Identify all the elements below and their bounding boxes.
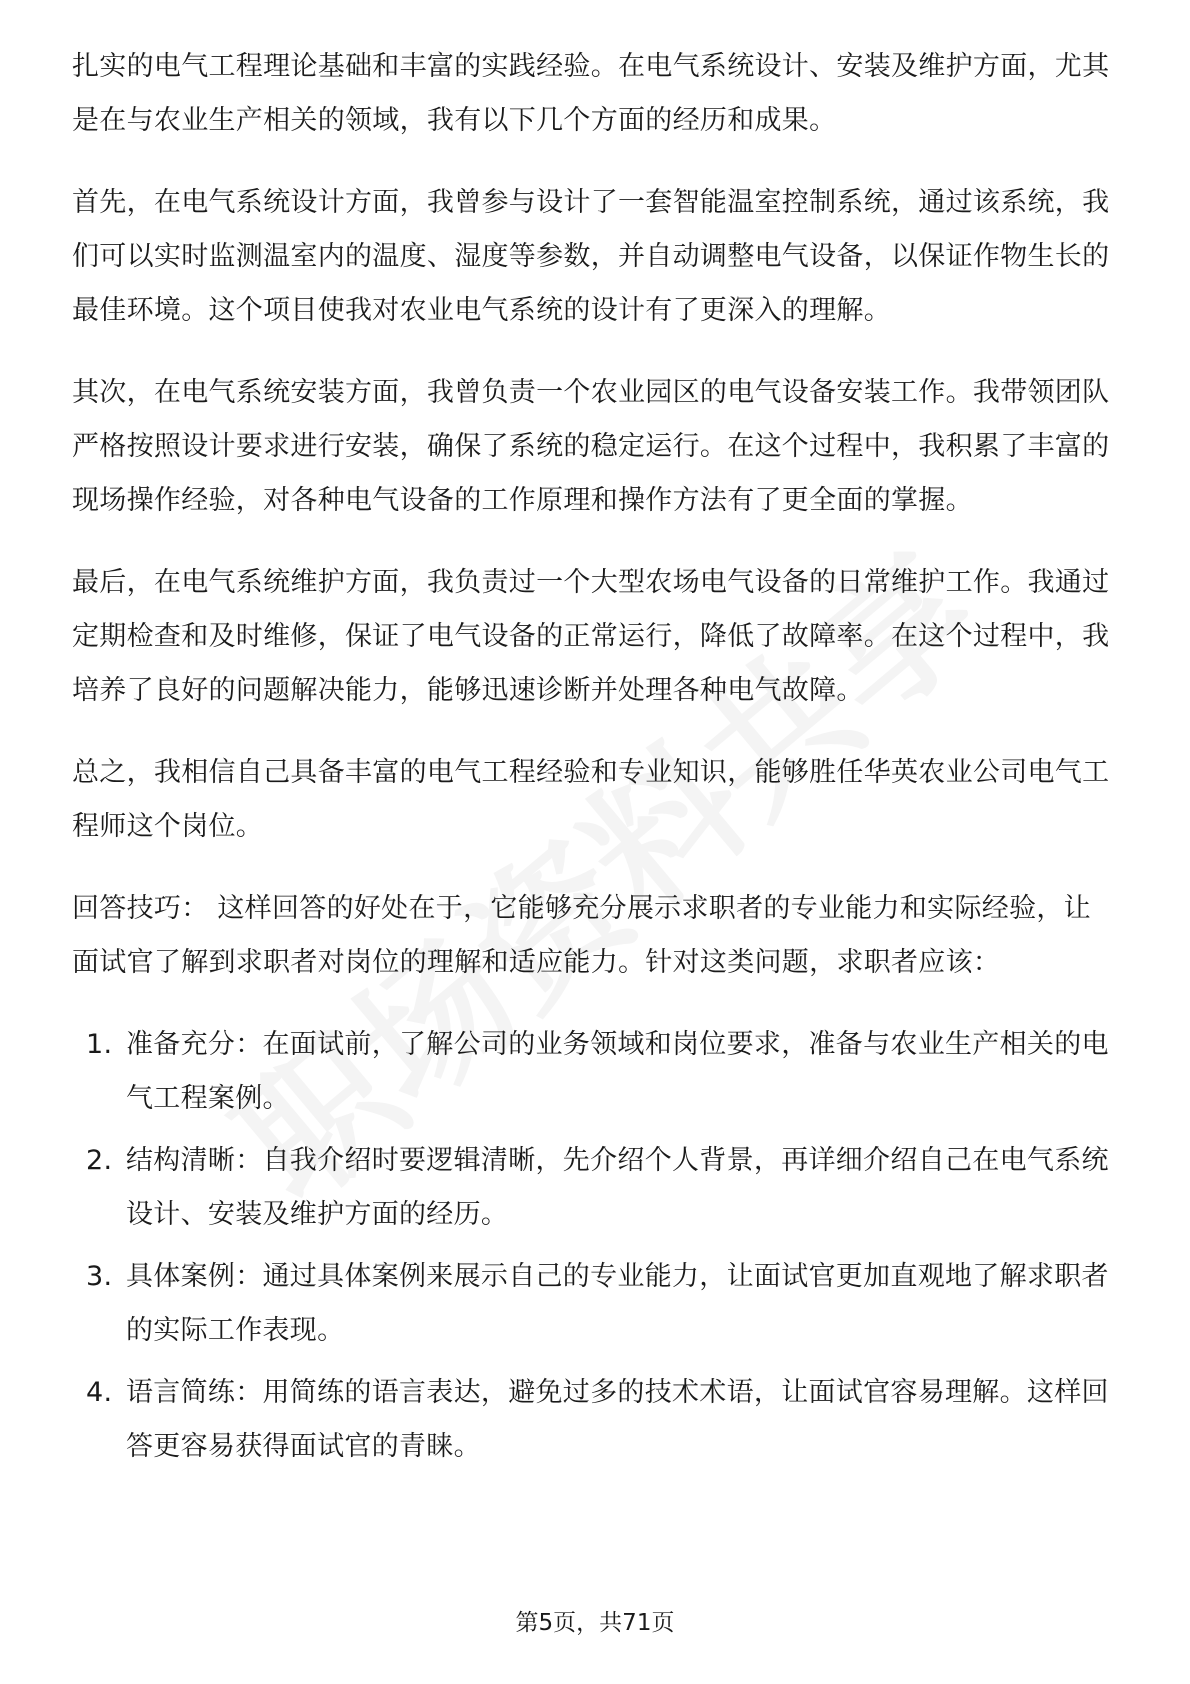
list-item bbox=[72, 1366, 1118, 1474]
list-number: 4. bbox=[86, 1377, 113, 1408]
list-number: 3. bbox=[86, 1261, 113, 1292]
list-number: 1. bbox=[86, 1029, 113, 1060]
paragraph-maintenance: 最后，在电气系统维护方面，我负责过一个大型农场电气设备的日常维护工作。我通过定期检查和及时维修，保证了电气设备的正常运行，降低了故障率。在这个过程中，我培养了良好的问题解决能力，能够迅速诊断并处理各种电气故障。 bbox=[72, 567, 1110, 706]
document-body bbox=[72, 40, 1118, 1482]
list-item-text: 具体案例：通过具体案例来展示自己的专业能力，让面试官更加直观地了解求职者的实际工作表现。 bbox=[126, 1261, 1109, 1346]
paragraph-installation: 其次，在电气系统安装方面，我曾负责一个农业园区的电气设备安装工作。我带领团队严格按照设计要求进行安装，确保了系统的稳定运行。在这个过程中，我积累了丰富的现场操作经验，对各种电气设备的工作原理和操作方法有了更全面的掌握。 bbox=[72, 377, 1110, 516]
paragraph-answer-tips: 回答技巧： 这样回答的好处在于，它能够充分展示求职者的专业能力和实际经验，让面试官了解到求职者对岗位的理解和适应能力。针对这类问题，求职者应该： bbox=[72, 893, 1091, 978]
tips-list bbox=[72, 1018, 1118, 1474]
paragraph-intro: 扎实的电气工程理论基础和丰富的实践经验。在电气系统设计、安装及维护方面，尤其是在与农业生产相关的领域，我有以下几个方面的经历和成果。 bbox=[72, 51, 1110, 136]
list-item-text: 结构清晰：自我介绍时要逻辑清晰，先介绍个人背景，再详细介绍自己在电气系统设计、安装及维护方面的经历。 bbox=[126, 1145, 1109, 1230]
list-item bbox=[72, 1134, 1118, 1242]
list-item-text: 准备充分：在面试前，了解公司的业务领域和岗位要求，准备与农业生产相关的电气工程案例。 bbox=[126, 1029, 1109, 1114]
list-item bbox=[72, 1018, 1118, 1126]
list-item-text: 语言简练：用简练的语言表达，避免过多的技术术语，让面试官容易理解。这样回答更容易获得面试官的青睐。 bbox=[126, 1377, 1109, 1462]
paragraph-summary: 总之，我相信自己具备丰富的电气工程经验和专业知识，能够胜任华英农业公司电气工程师这个岗位。 bbox=[72, 757, 1110, 842]
list-item bbox=[72, 1250, 1118, 1358]
paragraph-design: 首先，在电气系统设计方面，我曾参与设计了一套智能温室控制系统，通过该系统，我们可以实时监测温室内的温度、湿度等参数，并自动调整电气设备，以保证作物生长的最佳环境。这个项目使我对农业电气系统的设计有了更深入的理解。 bbox=[72, 187, 1110, 326]
list-number: 2. bbox=[86, 1145, 113, 1176]
page-footer bbox=[0, 1608, 1190, 1638]
page-number: 第5页，共71页 bbox=[515, 1610, 675, 1636]
